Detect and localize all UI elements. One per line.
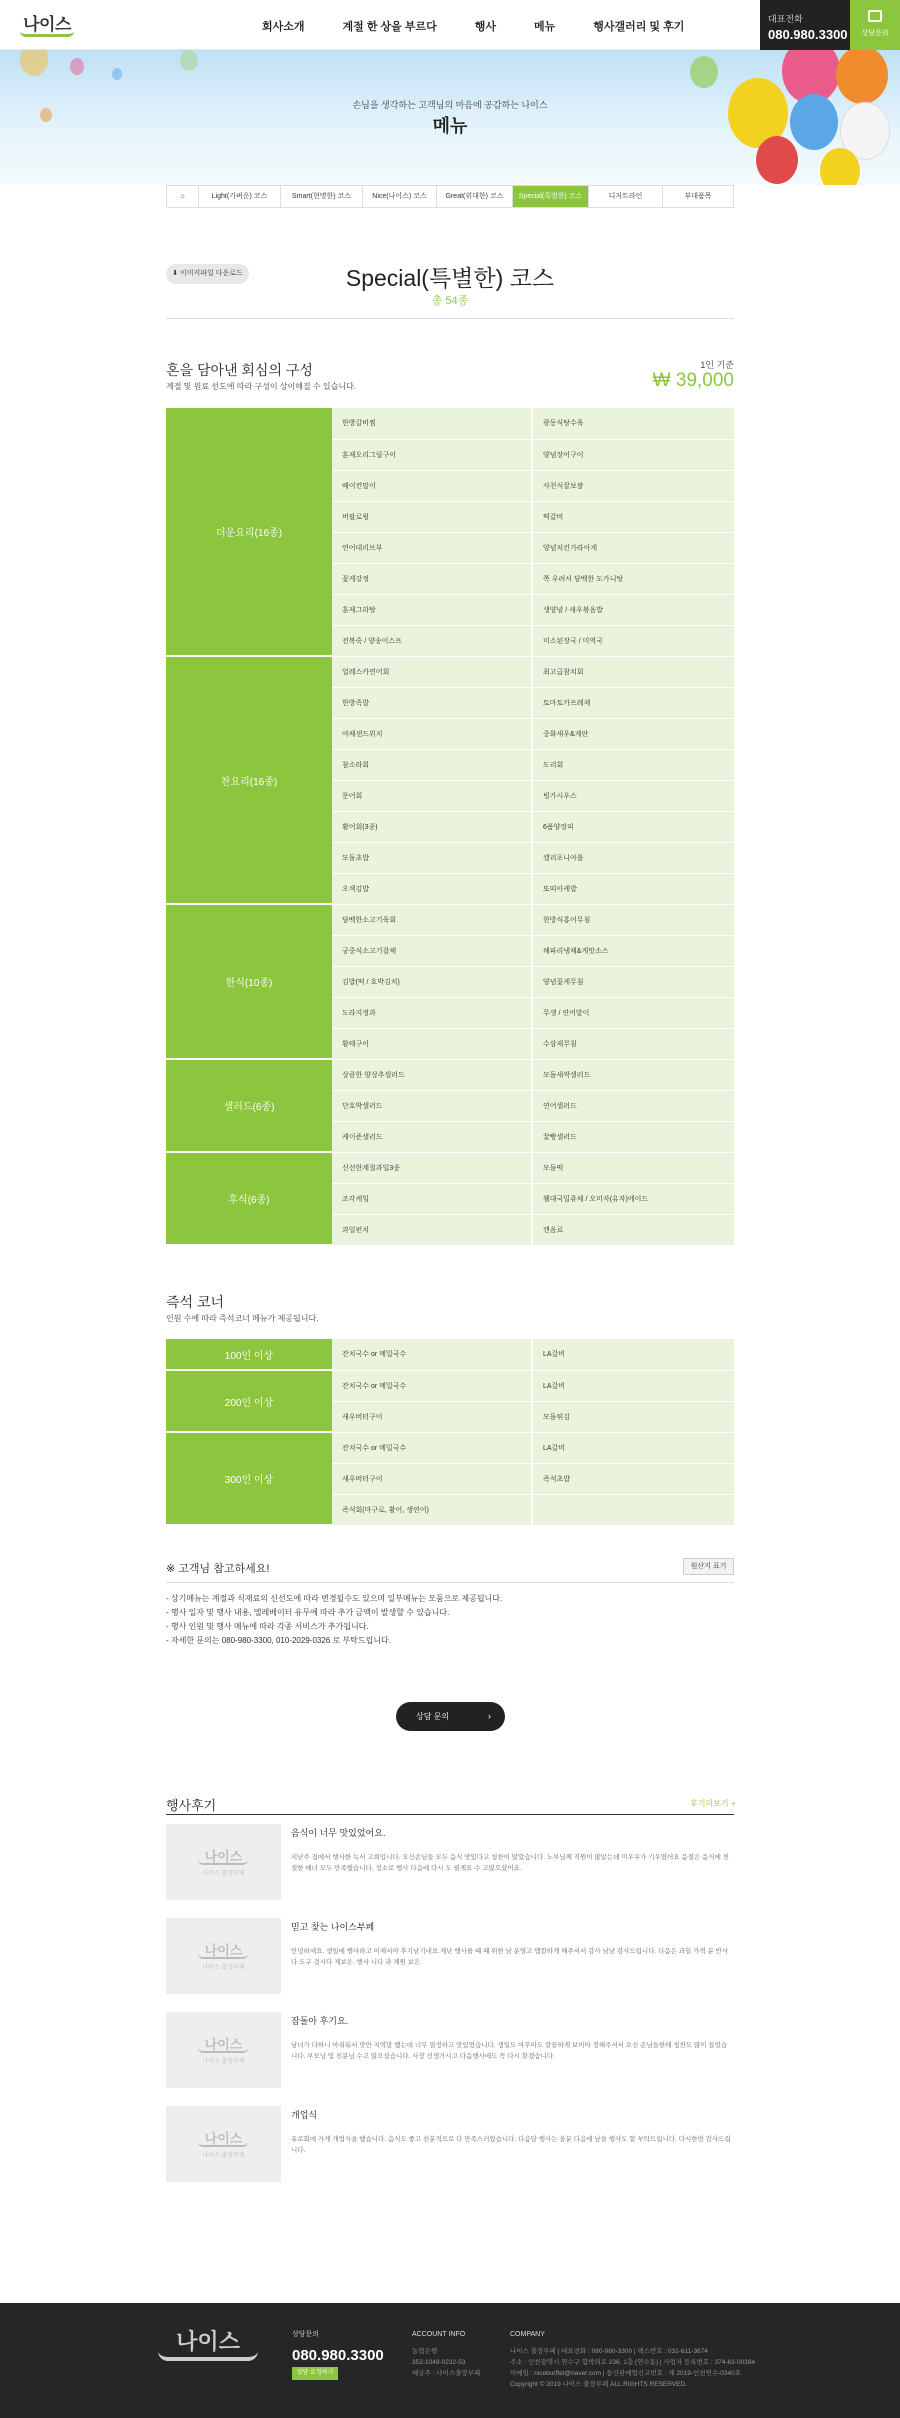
menu-item: 연어샐러드 [532,1090,734,1121]
menu-item: 모둠튀김 [532,1401,734,1432]
menu-item: 양념치킨가라아게 [532,532,734,563]
menu-category: 100인 이상 [166,1339,332,1370]
menu-item: LA갈비 [532,1339,734,1370]
menu-item: 6품양장피 [532,811,734,842]
course-desc: 계절 및 원료 선도에 따라 구성이 상이해질 수 있습니다. [166,382,357,391]
menu-item: 모둠떡 [532,1152,734,1183]
subnav-item-smart[interactable]: Smart(현명한) 코스 [281,186,363,207]
review-item[interactable] [166,2106,734,2192]
balloon-decoration [690,56,718,88]
arrow-right-icon: › [488,1711,491,1721]
menu-item: 케이준샐러드 [332,1121,532,1152]
origin-info-button[interactable]: 원산지 표기 [683,1558,734,1575]
reviews-more-link[interactable]: 후기더보기 + [690,1799,736,1808]
menu-item: 훈제오리그릴구이 [332,439,532,470]
review-body: 유로회에 가게 개업식을 했습니다. 음식도 좋고 친분적으로 다 만족스러웠습니다. 다음달 행사는 올분 다음에 남을 행사도 할 부탁드립니다. 다시한번 감사드립니다. [291,2136,731,2154]
menu-row [166,656,734,687]
footer-logo[interactable] [158,2325,258,2365]
hero-subtitle: 손님을 생각하는 고객님의 마음에 공감하는 나이스 [352,100,548,110]
nav-item-menu[interactable]: 메뉴 [533,21,556,33]
subnav-item-dessert[interactable]: 디저트라인 [589,186,663,207]
footer-logo-text: 나이스 [176,2329,240,2354]
thumb-logo: 나이스 [204,1849,243,1864]
menu-item: 토마토카프레제 [532,687,734,718]
menu-item: 사천식꿀보쌈 [532,470,734,501]
notice-item: - 행사 인원 및 행사 메뉴에 따라 각종 서비스가 추가됩니다. [166,1622,369,1631]
menu-item: 한방식홍어무침 [532,904,734,935]
menu-item: 또띠아케밥 [532,873,734,904]
menu-item: 과일펀치 [332,1214,532,1245]
balloon-decoration [20,50,48,76]
menu-item: 웰대국밀쥬체 / 오미자(유자)에이드 [532,1183,734,1214]
site-header [0,0,900,50]
nav-item-event[interactable]: 행사 [474,21,496,33]
menu-item: 잔치국수 or 메밀국수 [332,1339,532,1370]
balloon-decoration [180,50,198,71]
reviews-title: 행사후기 [166,1798,217,1813]
menu-item: 얼레스카연어회 [332,656,532,687]
review-item[interactable] [166,1918,734,2004]
menu-item: LA갈비 [532,1370,734,1401]
menu-row [166,1432,734,1463]
review-item[interactable] [166,2012,734,2098]
subnav-item-great[interactable]: Great(위대한) 코스 [437,186,513,207]
account-line: 농협은행 [412,2348,438,2355]
menu-item: LA갈비 [532,1432,734,1463]
price-unit: 1인 기준 [700,360,734,370]
menu-item: 한방갈비찜 [332,408,532,439]
menu-item: 양념장어구이 [532,439,734,470]
menu-item: 새우버터구이 [332,1401,532,1432]
balloon-decoration [756,136,798,184]
menu-item: 캔음료 [532,1214,734,1245]
company-line: 주소 : 인천광역시 연수구 함박뫼로 236, 1층 (연수동) | 사업자 등록번호 : 374-63-00394 [510,2359,756,2366]
company-line: Copyright © 2019 나이스 출장부페 ALL RIGHTS RESERVED. [510,2381,687,2388]
thumb-sub: 나이스 출장부페 [202,1965,245,1971]
menu-item: 버팔로윙 [332,501,532,532]
balloon-decoration [112,68,122,80]
review-thumbnail [166,1918,281,1994]
footer-logo-smile-mark [158,2351,258,2361]
menu-item: 꿀빵샐러드 [532,1121,734,1152]
menu-item [532,1494,734,1525]
notice-item: - 자세한 문의는 080-980-3300, 010-2029-0326 로 부탁드립니다. [166,1636,391,1645]
menu-item: 도라지정과 [332,997,532,1028]
menu-item: 참소라회 [332,749,532,780]
consult-label: 상담문의 [861,30,889,37]
course-menu-table [166,408,734,1246]
menu-category: 후식(6종) [166,1152,332,1245]
menu-item: 궁중식소고기잡채 [332,935,532,966]
thumb-logo: 나이스 [204,2037,243,2052]
hero-banner [0,50,900,185]
thumb-sub: 나이스 출장부페 [202,2059,245,2065]
review-title[interactable]: 잡돌아 후기요. [291,2016,349,2026]
menu-item: 즉석초밥 [532,1463,734,1494]
header-tel-box [760,0,850,50]
menu-item: 연어데리브부 [332,532,532,563]
menu-row [166,408,734,439]
menu-item: 최고급참치회 [532,656,734,687]
menu-item: 쪽 우려서 담백한 도가니탕 [532,563,734,594]
review-thumbnail [166,2106,281,2182]
site-logo[interactable] [16,10,78,40]
menu-item: 광동식탕수육 [532,408,734,439]
footer-tel[interactable]: 080.980.3300 [292,2347,384,2364]
corner-menu-table [166,1339,734,1526]
thumb-sub: 나이스 출장부페 [202,1871,245,1877]
download-label: 이미지파일 다운로드 [180,270,243,277]
notice-list [166,1592,502,1648]
image-download-button[interactable]: ⬇ 이미지파일 다운로드 [166,264,249,284]
menu-item: 황태구이 [332,1028,532,1059]
notice-title: ※ 고객님 참고하세요! [166,1563,270,1575]
menu-item: 빙가시우스 [532,780,734,811]
menu-item: 수삼제무침 [532,1028,734,1059]
menu-item: 새우버터구이 [332,1463,532,1494]
balloon-decoration [836,50,888,104]
menu-row [166,1152,734,1183]
thumb-smile-mark [198,1860,248,1865]
menu-category: 300인 이상 [166,1432,332,1525]
review-body: 남녀가 다하니 아쉬워서 맛만 지역말 했는데 너무 열정하고 맛있었습니다. 생일도 아무아도 깔끔하게 보이아 정해주셔서 오신 손님들한테 칭찬도 많이 들었습니다. 부모님 및 친분님 수고 많으셨습니다. 사장 선생가시고 다음행사에도 꼭 다시 찾겠습니다. [291,2042,728,2060]
course-subnav [166,185,734,208]
menu-item: 전복죽 / 양송이스프 [332,625,532,656]
menu-item: 잔치국수 or 메밀국수 [332,1432,532,1463]
menu-item: 담백한소고기육회 [332,904,532,935]
menu-item: 한방족발 [332,687,532,718]
menu-item: 훈제그라탕 [332,594,532,625]
menu-item: 모둠초밥 [332,842,532,873]
menu-item: 문어회 [332,780,532,811]
review-title[interactable]: 개업식 [291,2110,318,2120]
menu-item: 활어회(3종) [332,811,532,842]
page-title: Special(특별한) 코스 [345,265,555,291]
course-title: 혼을 담아낸 회심의 구성 [166,362,313,378]
header-consult-button[interactable] [850,0,900,50]
notice-item: - 행사 일자 및 행사 내용, 엘레베이터 유무에 따라 추가 금액이 발생할 수 있습니다. [166,1608,450,1617]
menu-row [166,1339,734,1370]
thumb-logo: 나이스 [204,1943,243,1958]
menu-category: 샐러드(6종) [166,1059,332,1152]
menu-category: 한식(10종) [166,904,332,1059]
account-line: 352-1049-0232-53 [412,2359,466,2366]
review-title[interactable]: 음식이 너무 맛있었어요. [291,1828,386,1838]
notice-item: - 상기메뉴는 계절과 식재료의 신선도에 따라 변경될수도 있으며 일부메뉴는 모둠으로 제공됩니다. [166,1594,503,1603]
review-body: 지난주 집에서 행사한 녹서 고희입니다. 오신손님들 모두 음식 맛있다고 칭찬이 많았습니다. 노부님께 직원이 많았는데 미우우가 기우였어요 음절은 음식에 친절한 매너 모두 만족했습니다. 정소로 행사 다음에 다시 도 필게요 수 고많으셨어요. [291,1854,729,1872]
footer-consult-button[interactable]: 상담 요청하기 [292,2367,338,2380]
subnav-item-light[interactable]: Light(가벼운) 코스 [199,186,281,207]
divider [166,1582,734,1583]
corner-desc: 인원 수에 따라 즉석코너 메뉴가 제공됩니다. [166,1314,319,1323]
course-price: ₩ 39,000 [652,370,734,391]
menu-item: 캘리포니아롤 [532,842,734,873]
nav-item-company[interactable]: 회사소개 [262,21,305,33]
footer-company-info: COMPANY 나이스 출장부페 | 대표전화 : 080-980-3300 | 팩스번호 : 031-611-3674 주소 : 인천광역시 연수구 함박뫼로 236, 1층 (연수동) | 사업자 등록번호 : 374-63-00394 이메일 : niceburffet@naver.com | 통신판매업신고번호 : 제 2019-인천연수-0340호 Copyright © 2019 나이스 출장부페 ALL RIGHTS RESERVED. [510,2331,756,2388]
check-note-icon [868,10,882,22]
corner-title: 즉석 코너 [166,1294,224,1310]
review-item[interactable] [166,1824,734,1910]
menu-item: 신선한계절과일3종 [332,1152,532,1183]
home-icon[interactable]: ⌂ [167,186,199,207]
divider [166,318,734,319]
hero-title: 메뉴 [432,116,468,136]
thumb-smile-mark [198,2142,248,2147]
menu-item: 도리회 [532,749,734,780]
account-line: 예금주 : 나이스출장부페 [412,2370,481,2377]
divider [166,1814,734,1815]
menu-item: 생양념 / 새우볶음밥 [532,594,734,625]
menu-item: 즉석회(마구로, 활어, 생연어) [332,1494,532,1525]
thumb-logo: 나이스 [204,2131,243,2146]
menu-item: 해파리냉채&게맛소스 [532,935,734,966]
menu-item: 김밥(떡 / 호박김치) [332,966,532,997]
menu-item: 야채샌드위치 [332,718,532,749]
subnav-item-special[interactable]: Special(특별한) 코스 [513,186,589,207]
company-line: 나이스 출장부페 | 대표전화 : 080-980-3300 | 팩스번호 : 031-611-3674 [510,2348,708,2355]
consult-inquiry-button[interactable] [396,1702,505,1731]
review-thumbnail [166,1824,281,1900]
menu-row [166,904,734,935]
menu-item: 중화새우&계란 [532,718,734,749]
consult-inquiry-label: 상담 문의 [416,1712,450,1721]
company-line: 이메일 : niceburffet@naver.com | 통신판매업신고번호 : 제 2019-인천연수-0340호 [510,2370,742,2377]
menu-item: 무생 / 연어말이 [532,997,734,1028]
site-footer [0,2303,900,2418]
menu-category: 찬요리(16종) [166,656,332,904]
review-title[interactable]: 믿고 찾는 나이스부페 [291,1922,375,1932]
menu-row [166,1370,734,1401]
nav-item-gallery[interactable]: 행사갤러리 및 후기 [593,21,685,33]
menu-item: 상큼한 양상추샐러드 [332,1059,532,1090]
footer-account-info: ACCOUNT INFO 농협은행 352-1049-0232-53 예금주 : 나이스출장부페 [412,2331,481,2377]
balloon-decoration [70,58,84,75]
main-nav [262,18,722,34]
menu-item: 단호박샐러드 [332,1090,532,1121]
menu-category: 200인 이상 [166,1370,332,1432]
menu-item: 꽃게강정 [332,563,532,594]
menu-category: 더운요리(16종) [166,408,332,656]
tel-label: 대표전화 [768,14,803,24]
review-thumbnail [166,2012,281,2088]
menu-item: 조각케잌 [332,1183,532,1214]
review-body: 안녕하세요. 생일에 행사하고 이제서야 후기남기네요.제난 행사를 때 때 위한 남 운영고 맵깔하게 해주셔서 감사 남남 감사드립니다. 다음은 과일 가격 분 반사다 도구 것시다 제보은. 행사 니다 라 제원 보은. [291,1948,729,1966]
thumb-smile-mark [198,1954,248,1959]
menu-item: 양념꽃게무침 [532,966,734,997]
menu-item: 잔치국수 or 메밀국수 [332,1370,532,1401]
menu-item: 베이컨말이 [332,470,532,501]
menu-count: 총 54종 [431,295,469,307]
nav-item-season[interactable]: 계절 한 상을 부르다 [342,21,437,33]
subnav-item-extra[interactable]: 부대품목 [684,193,712,200]
logo-text: 나이스 [23,15,71,34]
footer-consult-label: 상담문의 [292,2331,320,2338]
thumb-sub: 나이스 출장부페 [202,2153,245,2159]
menu-item: 떡갈비 [532,501,734,532]
subnav-item-nice[interactable]: Nice(나이스) 코스 [363,186,437,207]
logo-smile-mark [20,31,74,37]
menu-item: 모둠새싹샐러드 [532,1059,734,1090]
thumb-smile-mark [198,2048,248,2053]
tel-number[interactable]: 080.980.3300 [768,27,848,42]
menu-item: 미소된장국 / 미역국 [532,625,734,656]
menu-item: 오색김밥 [332,873,532,904]
menu-row [166,1059,734,1090]
